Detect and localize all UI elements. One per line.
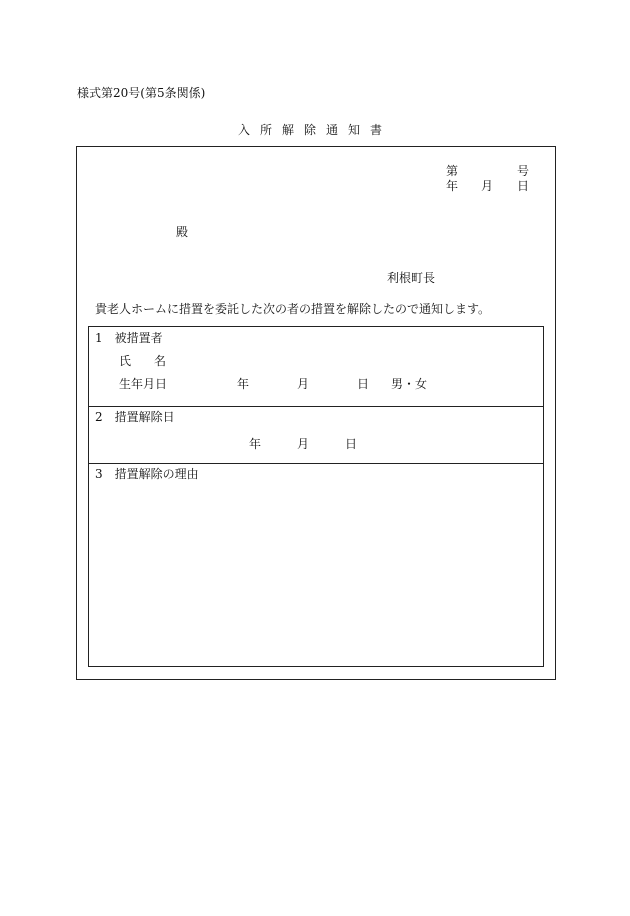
addressee-suffix: 殿 xyxy=(176,225,189,239)
release-day-label: 日 xyxy=(345,437,358,451)
gender-choice: 男・女 xyxy=(391,377,428,391)
divider-2 xyxy=(89,463,543,464)
divider-1 xyxy=(89,406,543,407)
number-suffix: 号 xyxy=(517,164,530,178)
release-year-label: 年 xyxy=(249,437,262,451)
dob-label: 生年月日 xyxy=(119,377,168,391)
dob-day-label: 日 xyxy=(357,377,370,391)
date-year-label: 年 xyxy=(446,179,459,193)
date-month-label: 月 xyxy=(481,179,494,193)
name-label-2: 名 xyxy=(154,354,167,368)
section3-heading: 3 措置解除の理由 xyxy=(95,467,199,481)
dob-month-label: 月 xyxy=(297,377,310,391)
section2-heading: 2 措置解除日 xyxy=(95,410,175,424)
dob-year-label: 年 xyxy=(237,377,250,391)
number-prefix: 第 xyxy=(446,164,459,178)
issuer: 利根町長 xyxy=(387,271,436,285)
form-number: 様式第20号(第5条関係) xyxy=(77,86,206,100)
release-month-label: 月 xyxy=(297,437,310,451)
name-label-1: 氏 xyxy=(119,354,132,368)
section1-heading: 1 被措置者 xyxy=(95,331,163,345)
date-day-label: 日 xyxy=(517,179,530,193)
document-title: 入所解除通知書 xyxy=(238,123,393,137)
body-text: 貴老人ホームに措置を委託した次の者の措置を解除したので通知します。 xyxy=(95,302,491,316)
